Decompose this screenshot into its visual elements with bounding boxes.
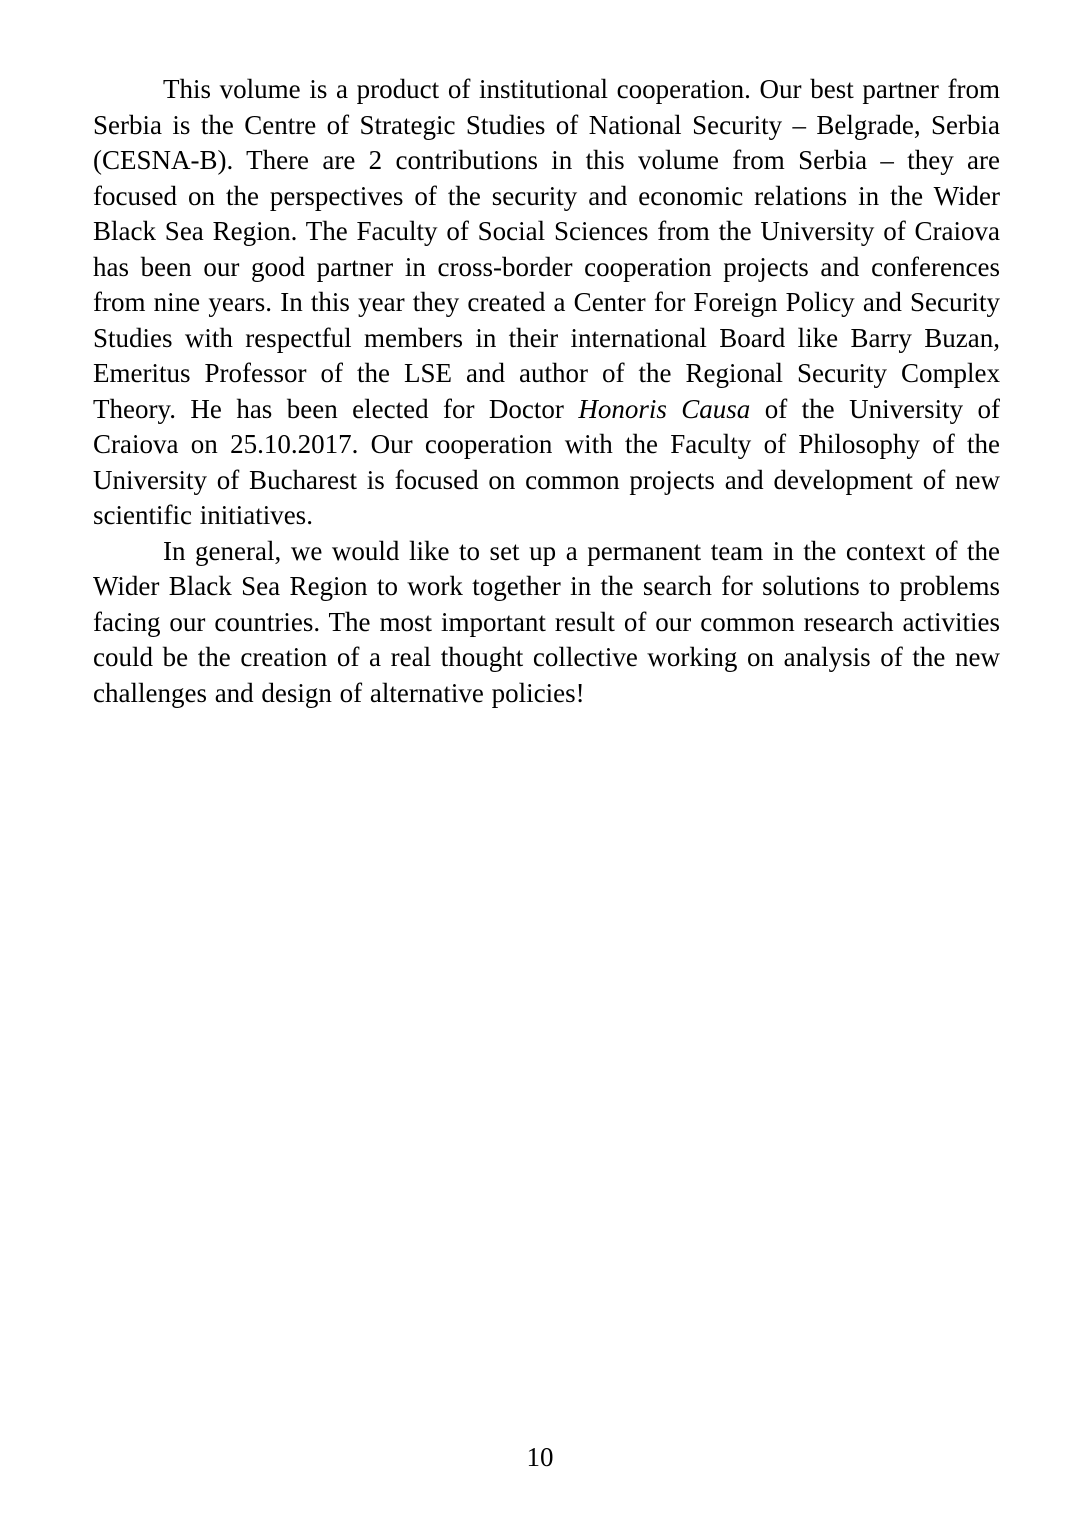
paragraph-2: In general, we would like to set up a permanent team in the context of the Wider Black Sea Region to work together in the search for solutions to problems facing our countries. The most important result of our common research activities could be the creation of a real thought collective working on analysis of the new challenges and design of alternative policies!: [93, 535, 1000, 708]
paragraph-1-italic-phrase: Honoris Causa: [578, 393, 751, 424]
page-number: 10: [526, 1442, 554, 1472]
paragraph-1-text: This volume is a product of institutional cooperation. Our best partner from Serbia is the Centre of Strategic Studies of National Security – Belgrade, Serbia (CESNA-B). There are 2 contributions in this volume from Serbia – they are focused on the perspectives of the security and economic relations in the Wider Black Sea Region. The Faculty of Social Sciences from the University of Craiova has been our good partner in cross-border cooperation projects and conferences from nine years. In this year they created a Center for Foreign Policy and Security Studies with respectful members in their international Board like Barry Buzan, Emeritus Professor of the LSE and author of the Regional Security Complex Theory. He has been elected for Doctor: [93, 74, 1000, 424]
paragraph-1: [93, 72, 1000, 534]
page-body: [93, 72, 1000, 711]
paragraph-1-text-continued: of the University of Craiova on 25.10.2017. Our cooperation with the Faculty of Philosophy of the University of Bucharest is focused on common projects and development of new scientific initiatives.: [93, 393, 1000, 530]
